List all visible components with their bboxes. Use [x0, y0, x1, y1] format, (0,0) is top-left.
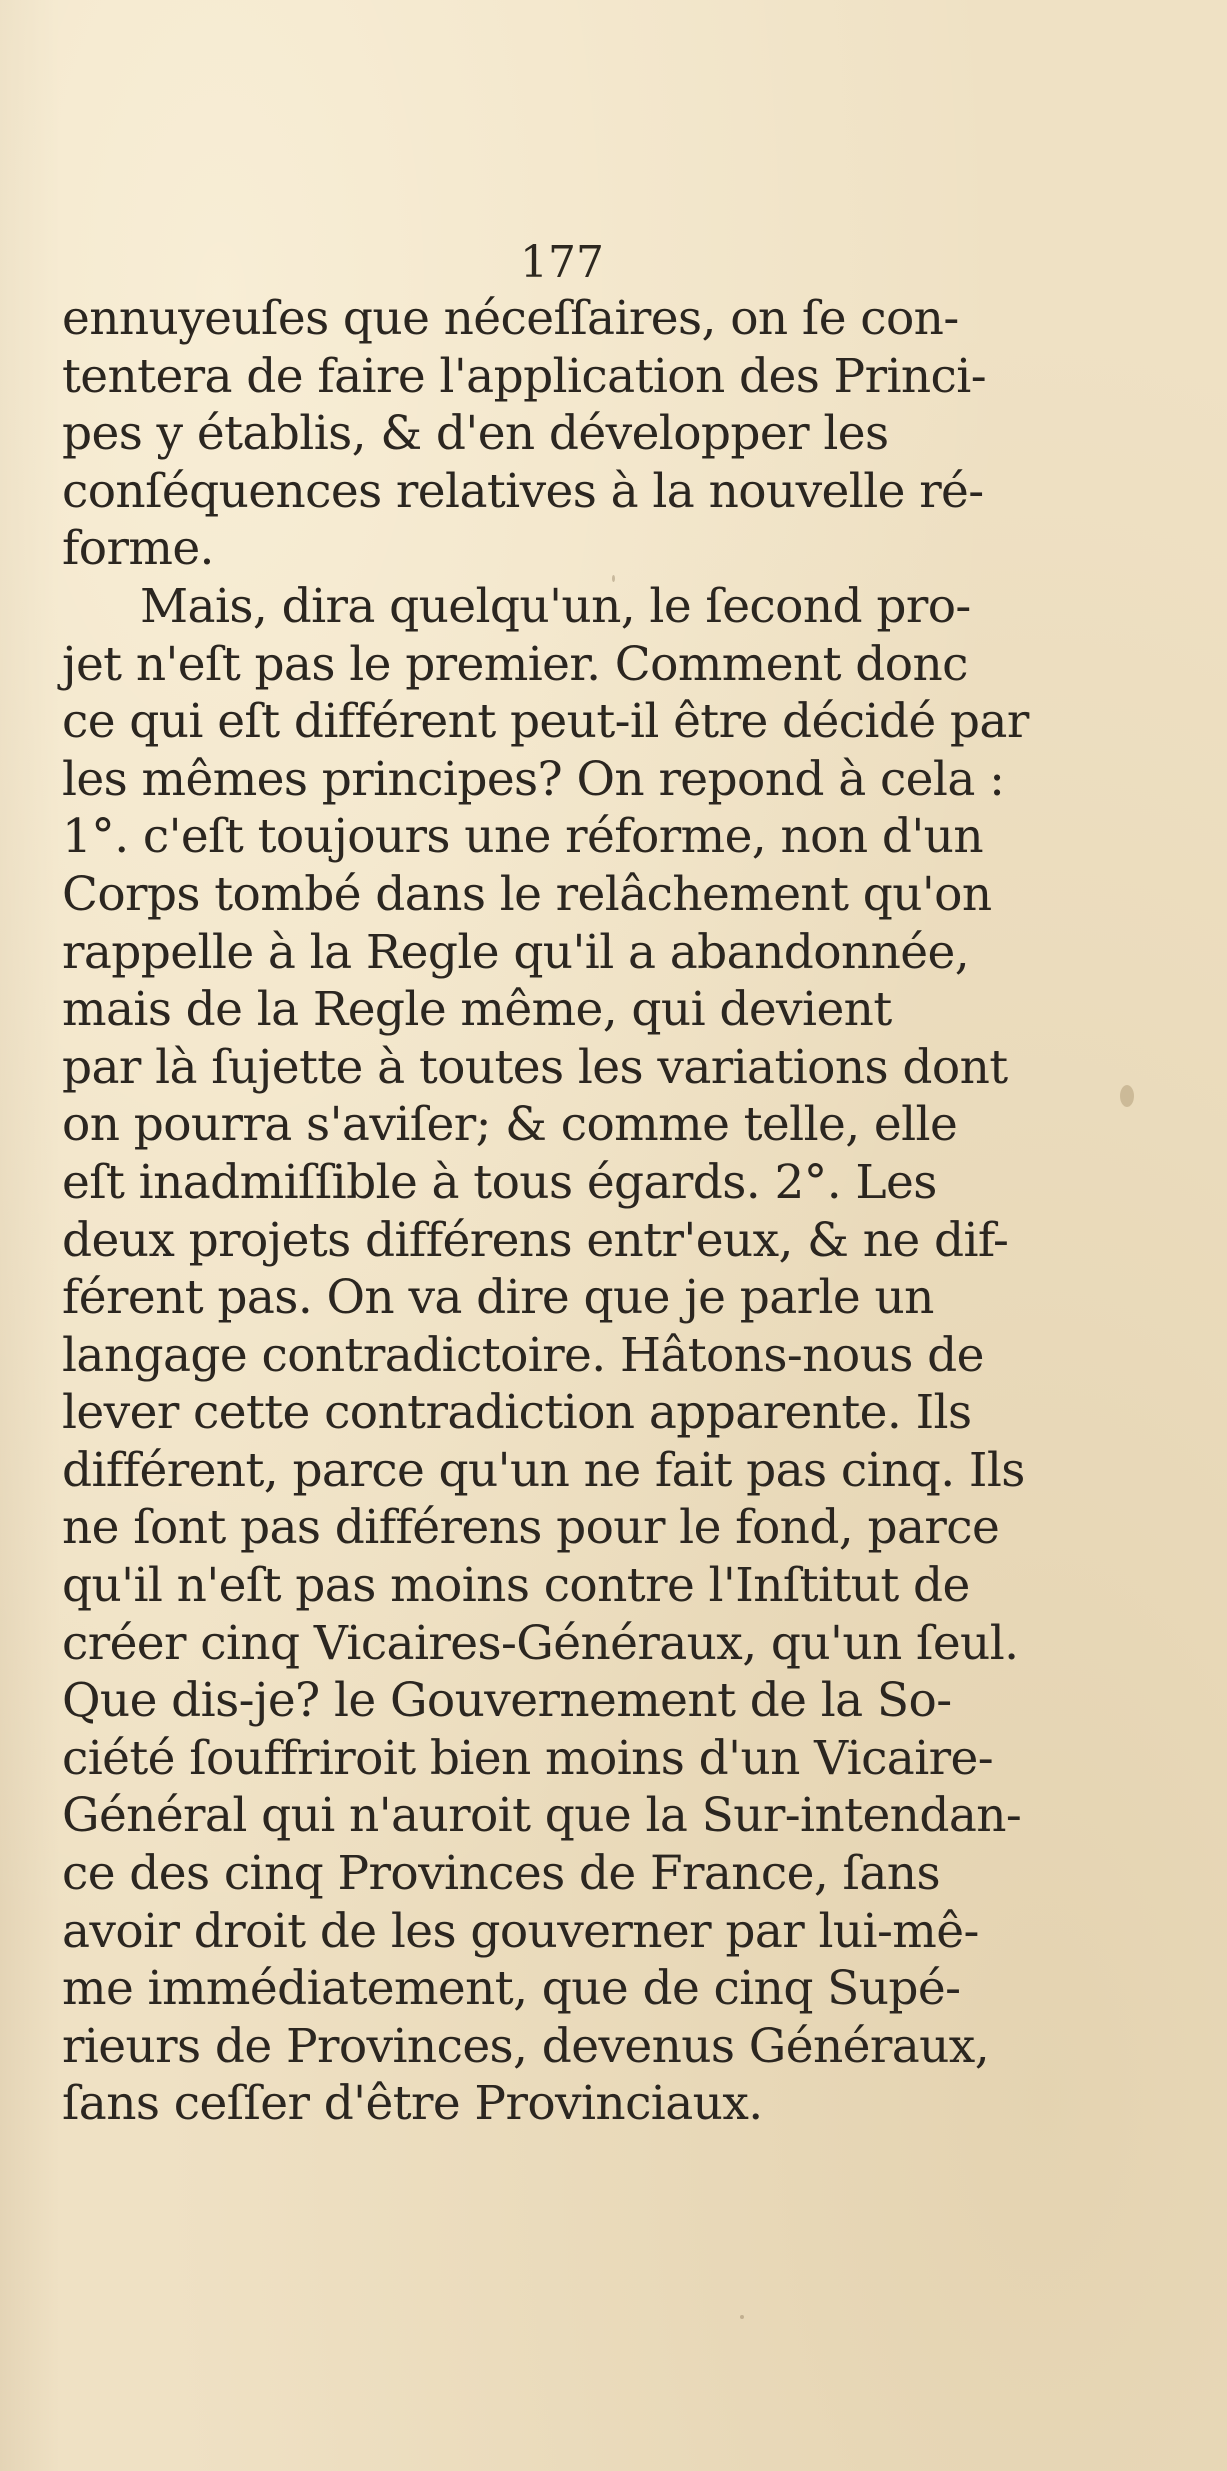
text-line: rieurs de Provinces, devenus Généraux, [62, 2018, 990, 2074]
body-text [62, 290, 1047, 2133]
text-line: ciété ſouffriroit bien moins d'un Vicaire- [62, 1730, 994, 1786]
page-number: 177 [520, 237, 604, 288]
text-line: ne ſont pas différens pour le fond, parce [62, 1500, 1000, 1556]
text-line: ennuyeuſes que néceſſaires, on ſe con- [62, 291, 959, 346]
text-line: langage contradictoire. Hâtons-nous de [62, 1327, 984, 1383]
text-line: férent pas. On va dire que je parle un [62, 1270, 934, 1326]
text-line: on pourra s'aviſer; & comme telle, elle [62, 1097, 958, 1153]
text-line: pes y établis, & d'en développer les [62, 406, 889, 462]
text-line: tentera de faire l'application des Princi- [62, 348, 986, 404]
text-line: par là ſujette à toutes les variations dont [62, 1039, 1008, 1095]
text-line: rappelle à la Regle qu'il a abandonnée, [62, 924, 970, 980]
text-line: qu'il n'eſt pas moins contre l'Inſtitut de [62, 1558, 970, 1614]
text-line: différent, parce qu'un ne fait pas cinq. Ils [62, 1442, 1025, 1498]
paper-speck [612, 575, 615, 582]
paper-speck [1120, 1085, 1134, 1107]
text-line: ce qui eſt différent peut-il être décidé par [62, 694, 1029, 750]
text-line: Corps tombé dans le relâchement qu'on [62, 866, 992, 922]
text-line: ſans ceſſer d'être Provinciaux. [62, 2076, 763, 2132]
paragraph-start-line: Mais, dira quelqu'un, le ſecond pro- [140, 578, 971, 634]
text-line: jet n'eſt pas le premier. Comment donc [62, 636, 968, 692]
text-line: 1°. c'eſt toujours une réforme, non d'un [62, 809, 984, 865]
text-line: mais de la Regle même, qui devient [62, 982, 892, 1038]
text-line: me immédiatement, que de cinq Supé- [62, 1961, 961, 2017]
text-line: Que dis-je? le Gouvernement de la So- [62, 1673, 952, 1729]
text-line: lever cette contradiction apparente. Ils [62, 1385, 972, 1441]
text-line: conſéquences relatives à la nouvelle ré- [62, 463, 984, 519]
text-line: forme. [62, 521, 214, 577]
text-line: deux projets différens entr'eux, & ne dif- [62, 1212, 1009, 1268]
text-line: eſt inadmiſſible à tous égards. 2°. Les [62, 1154, 937, 1210]
text-line: ce des cinq Provinces de France, ſans [62, 1846, 940, 1902]
paper-speck [740, 2315, 744, 2319]
text-line: avoir droit de les gouverner par lui-mê- [62, 1903, 979, 1959]
text-line: créer cinq Vicaires-Généraux, qu'un ſeul. [62, 1615, 1019, 1671]
text-line: Général qui n'auroit que la Sur-intendan- [62, 1788, 1022, 1844]
text-line: les mêmes principes? On repond à cela : [62, 751, 1005, 807]
